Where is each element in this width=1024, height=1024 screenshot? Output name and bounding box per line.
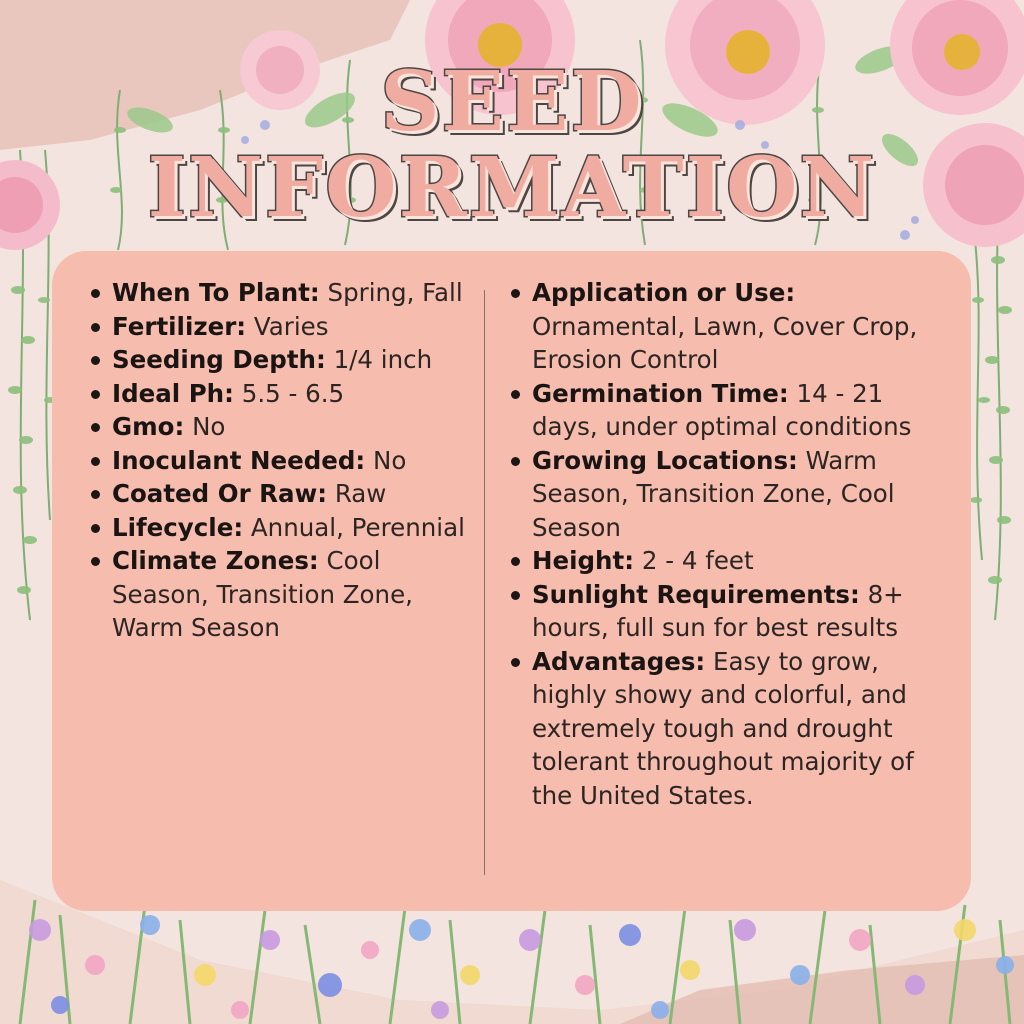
list-item [508,578,954,645]
item-label: Advantages: [532,646,706,676]
item-label: Climate Zones: [112,546,319,575]
list-item [88,477,468,511]
item-value: No [373,445,407,475]
item-label: Gmo: [112,412,185,441]
item-label: Lifecycle: [112,512,244,542]
item-label: Growing Locations: [532,445,798,475]
list-item [88,276,468,310]
item-label: Germination Time: [532,378,789,408]
item-value: Warm Season, Transition Zone, Cool Season [532,445,895,542]
item-label: Coated Or Raw: [112,479,328,508]
item-label: Sunlight Requirements: [532,579,860,609]
item-label: Application or Use: [532,278,796,307]
item-value: 5.5 - 6.5 [241,378,345,408]
list-item [508,276,954,377]
list-item [508,444,954,545]
list-item [508,377,954,444]
item-value: Easy to grow, highly showy and colorful, and extremely tough and drought tolerant throughout majority of the United States. [532,646,914,810]
list-item [88,410,468,444]
page-title-information: INFORMATION [147,140,877,236]
item-label: Height: [532,546,635,575]
item-value: 8+ hours, full sun for best results [532,579,904,642]
list-item [88,511,468,545]
list-item [88,544,468,645]
left-info-list [88,276,468,645]
item-value: No [192,412,226,441]
item-value: Ornamental, Lawn, Cover Crop, Erosion Control [532,311,918,374]
list-item [508,544,954,578]
list-item [88,343,468,377]
item-value: Raw [334,479,387,508]
list-item [88,310,468,344]
item-value: Varies [253,311,329,341]
list-item [88,444,468,478]
item-value: 14 - 21 days, under optimal conditions [532,378,912,441]
item-label: Inoculant Needed: [112,445,366,475]
item-label: Fertilizer: [112,311,247,341]
right-info-list [508,276,954,812]
item-value: 2 - 4 feet [641,546,754,575]
item-value: 1/4 inch [333,345,433,374]
list-item [88,377,468,411]
column-divider [484,290,485,875]
list-item [508,645,954,813]
item-value: Annual, Perennial [250,512,465,542]
item-label: Seeding Depth: [112,345,326,374]
item-value: Cool Season, Transition Zone, Warm Season [112,546,413,642]
item-value: Spring, Fall [327,278,463,307]
page-title-seed: SEED [380,54,644,150]
item-label: When To Plant: [112,278,320,307]
item-label: Ideal Ph: [112,378,234,408]
